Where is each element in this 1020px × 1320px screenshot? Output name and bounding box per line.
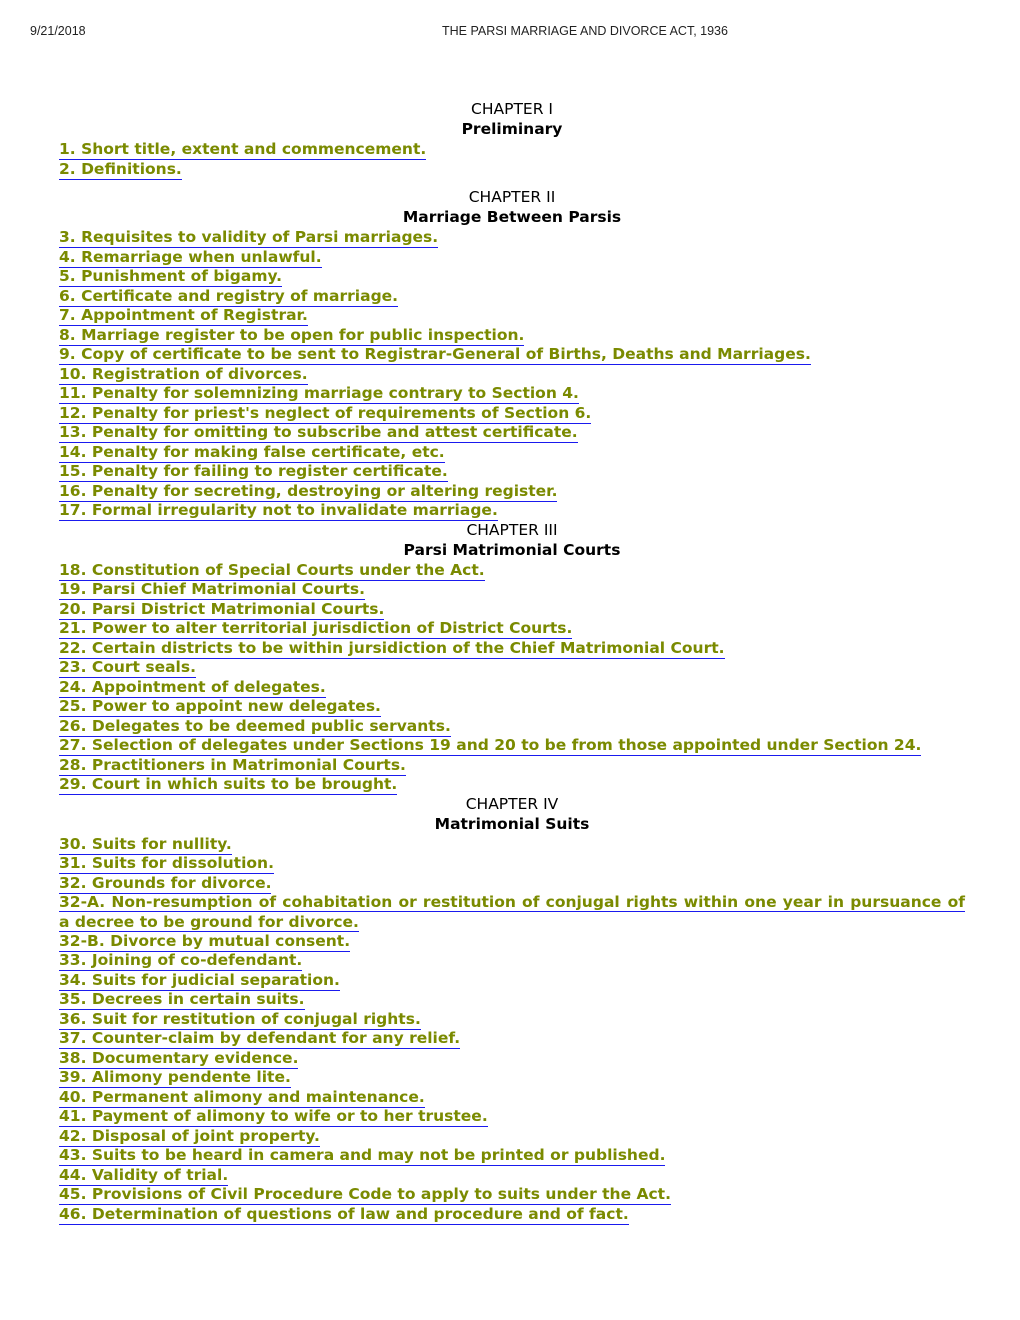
section-link[interactable]: 17. Formal irregularity not to invalidate marriage. bbox=[59, 501, 498, 519]
chapter-number: CHAPTER III bbox=[466, 520, 558, 539]
section-link[interactable]: 27. Selection of delegates under Sections 19 and 20 to be from those appointed under Section 24. bbox=[59, 736, 922, 754]
section-link[interactable]: 32. Grounds for divorce. bbox=[59, 873, 272, 892]
section-link[interactable]: 10. Registration of divorces. bbox=[59, 364, 308, 383]
section-link[interactable]: 20. Parsi District Matrimonial Courts. bbox=[59, 599, 385, 618]
section-link[interactable]: 30. Suits for nullity. bbox=[59, 834, 232, 853]
section-link[interactable]: 4. Remarriage when unlawful. bbox=[59, 247, 322, 266]
section-link[interactable]: 22. Certain districts to be within jursidiction of the Chief Matrimonial Court. bbox=[59, 638, 725, 657]
section-link[interactable]: 26. Delegates to be deemed public servants. bbox=[59, 716, 451, 735]
section-link[interactable]: 32-B. Divorce by mutual consent. bbox=[59, 931, 351, 950]
table-of-contents bbox=[59, 99, 965, 1223]
section-link[interactable]: 11. Penalty for solemnizing marriage contrary to Section 4. bbox=[59, 384, 579, 402]
section-link[interactable]: 24. Appointment of delegates. bbox=[59, 677, 326, 696]
section-link[interactable]: 46. Determination of questions of law and procedure and of fact. bbox=[59, 1204, 629, 1223]
print-date: 9/21/2018 bbox=[30, 24, 86, 38]
section-link[interactable]: 2. Definitions. bbox=[59, 159, 182, 178]
section-link[interactable]: 18. Constitution of Special Courts under the Act. bbox=[59, 560, 485, 579]
chapter-title: Matrimonial Suits bbox=[434, 814, 590, 833]
section-link[interactable]: 29. Court in which suits to be brought. bbox=[59, 775, 398, 793]
section-link[interactable]: 14. Penalty for making false certificate, etc. bbox=[59, 442, 445, 461]
chapter-title: Preliminary bbox=[461, 120, 563, 138]
section-link[interactable]: 41. Payment of alimony to wife or to her trustee. bbox=[59, 1107, 488, 1125]
section-link[interactable]: 6. Certificate and registry of marriage. bbox=[59, 286, 399, 305]
section-link[interactable]: 36. Suit for restitution of conjugal rights. bbox=[59, 1009, 421, 1028]
section-link[interactable]: 8. Marriage register to be open for public inspection. bbox=[59, 325, 525, 344]
section-link[interactable]: 1. Short title, extent and commencement. bbox=[59, 140, 427, 158]
section-link[interactable]: 42. Disposal of joint property. bbox=[59, 1126, 320, 1145]
section-link[interactable]: 34. Suits for judicial separation. bbox=[59, 970, 340, 989]
chapter-number: CHAPTER I bbox=[471, 100, 553, 118]
section-link[interactable]: 21. Power to alter territorial jurisdiction of District Courts. bbox=[59, 619, 573, 637]
section-link[interactable]: 5. Punishment of bigamy. bbox=[59, 267, 283, 285]
section-link[interactable]: 9. Copy of certificate to be sent to Registrar-General of Births, Deaths and Marriages. bbox=[59, 345, 811, 363]
chapter-spacer bbox=[59, 178, 965, 187]
section-link[interactable]: 16. Penalty for secreting, destroying or altering register. bbox=[59, 481, 558, 500]
print-title: THE PARSI MARRIAGE AND DIVORCE ACT, 1936 bbox=[442, 24, 728, 38]
section-link[interactable]: 7. Appointment of Registrar. bbox=[59, 306, 308, 324]
chapter-number: CHAPTER IV bbox=[465, 794, 559, 813]
section-link[interactable]: 28. Practitioners in Matrimonial Courts. bbox=[59, 755, 406, 774]
chapter-title: Parsi Matrimonial Courts bbox=[403, 540, 621, 559]
chapter-title: Marriage Between Parsis bbox=[402, 208, 622, 226]
section-link[interactable]: 35. Decrees in certain suits. bbox=[59, 990, 305, 1008]
section-link[interactable]: 12. Penalty for priest's neglect of requirements of Section 6. bbox=[59, 403, 592, 422]
section-link[interactable]: 44. Validity of trial. bbox=[59, 1165, 229, 1184]
section-link[interactable]: 31. Suits for dissolution. bbox=[59, 854, 274, 872]
section-link[interactable]: 43. Suits to be heard in camera and may not be printed or published. bbox=[59, 1146, 666, 1164]
section-link[interactable]: 33. Joining of co-defendant. bbox=[59, 951, 303, 969]
section-link[interactable] bbox=[59, 892, 965, 932]
chapter-number: CHAPTER II bbox=[468, 188, 556, 206]
section-link[interactable]: 23. Court seals. bbox=[59, 658, 196, 676]
section-link[interactable]: 38. Documentary evidence. bbox=[59, 1048, 299, 1067]
section-link[interactable]: 19. Parsi Chief Matrimonial Courts. bbox=[59, 580, 366, 598]
section-link[interactable]: 40. Permanent alimony and maintenance. bbox=[59, 1087, 425, 1106]
print-header bbox=[30, 24, 990, 40]
section-link[interactable]: 13. Penalty for omitting to subscribe and attest certificate. bbox=[59, 423, 578, 441]
section-link-text[interactable]: 32-A. Non-resumption of cohabitation or restitution of conjugal rights within one year in pursuance of a decree to be ground for divorce. bbox=[59, 893, 965, 931]
section-link[interactable]: 3. Requisites to validity of Parsi marriages. bbox=[59, 228, 439, 246]
section-link[interactable]: 37. Counter-claim by defendant for any relief. bbox=[59, 1029, 461, 1047]
section-link[interactable]: 25. Power to appoint new delegates. bbox=[59, 697, 381, 715]
section-link[interactable]: 45. Provisions of Civil Procedure Code to apply to suits under the Act. bbox=[59, 1185, 671, 1203]
section-link[interactable]: 15. Penalty for failing to register certificate. bbox=[59, 462, 448, 480]
section-link[interactable]: 39. Alimony pendente lite. bbox=[59, 1068, 291, 1086]
